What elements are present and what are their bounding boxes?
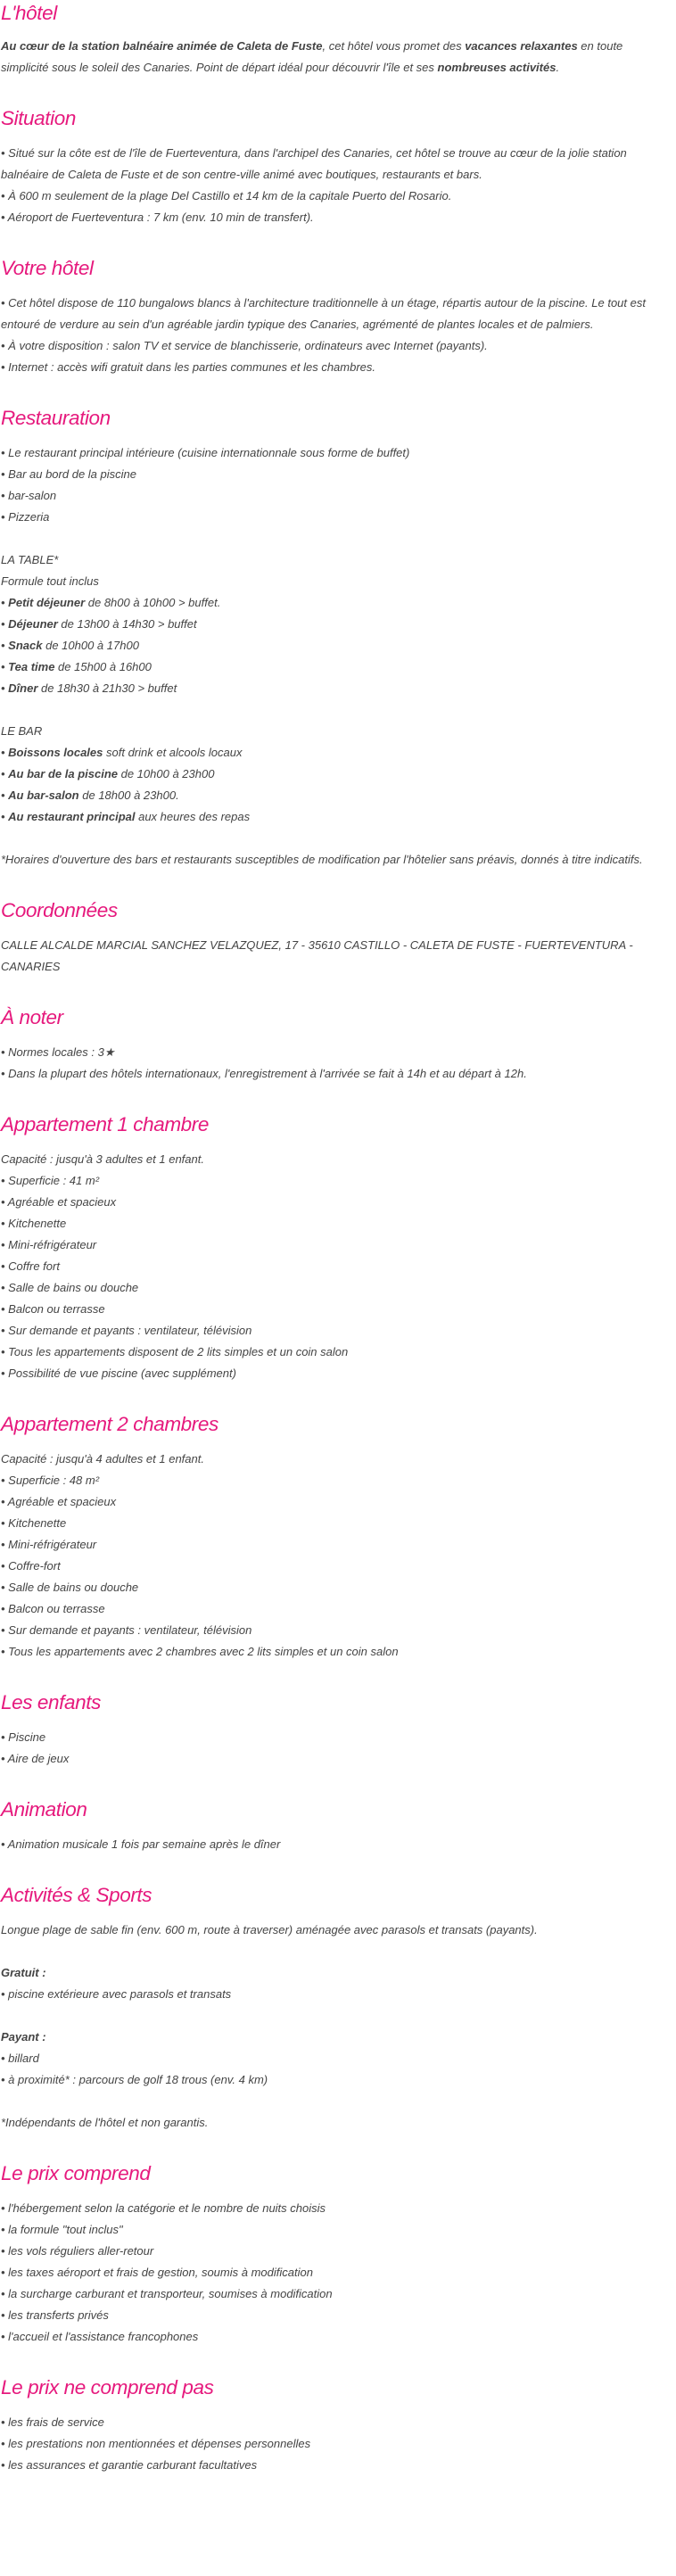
body-text: • xyxy=(1,617,9,631)
body-text: • Internet : accès wifi gratuit dans les parties communes et les chambres. xyxy=(1,360,376,374)
body-text: • Possibilité de vue piscine (avec supplément) xyxy=(1,1366,236,1380)
section-coordonnees xyxy=(1,898,671,978)
emphasis-text: vacances relaxantes xyxy=(465,39,578,53)
body-text: , cet hôtel vous promet des xyxy=(322,39,466,53)
emphasis-text: Dîner xyxy=(8,681,38,695)
text-line xyxy=(1,721,671,742)
emphasis-text: Petit déjeuner xyxy=(8,596,86,609)
body-text: • les prestations non mentionnées et dépenses personnelles xyxy=(1,2437,311,2450)
body-text: • Animation musicale 1 fois par semaine après le dîner xyxy=(1,1837,281,1851)
body-text: • xyxy=(1,746,9,759)
section-les-enfants xyxy=(1,1690,671,1770)
text-line xyxy=(1,764,671,785)
paragraph-spacer xyxy=(1,2005,671,2027)
body-text: • Coffre-fort xyxy=(1,1559,61,1573)
body-text: • les taxes aéroport et frais de gestion, soumis à modification xyxy=(1,2266,313,2279)
text-line xyxy=(1,592,671,614)
body-text: • Tous les appartements avec 2 chambres avec 2 lits simples et un coin salon xyxy=(1,1645,399,1658)
body-text: • piscine extérieure avec parasols et transats xyxy=(1,1987,232,2001)
emphasis-text: Au bar-salon xyxy=(8,788,79,802)
body-text: • Sur demande et payants : ventilateur, télévision xyxy=(1,1623,252,1637)
text-line xyxy=(1,1213,671,1234)
body-text: • Balcon ou terrasse xyxy=(1,1302,105,1316)
body-text: • xyxy=(1,767,9,780)
body-text: • Salle de bains ou douche xyxy=(1,1281,139,1294)
text-line xyxy=(1,335,671,357)
text-line xyxy=(1,1149,671,1170)
section-body xyxy=(1,1149,671,1384)
text-line xyxy=(1,635,671,656)
text-line xyxy=(1,1256,671,1277)
text-line xyxy=(1,2048,671,2069)
body-text: • Bar au bord de la piscine xyxy=(1,467,136,481)
text-line xyxy=(1,1598,671,1620)
paragraph-spacer xyxy=(1,828,671,849)
body-text: aux heures des repas xyxy=(135,810,251,823)
body-text: • Tous les appartements disposent de 2 lits simples et un coin salon xyxy=(1,1345,349,1358)
paragraph-spacer xyxy=(1,699,671,721)
body-text: soft drink et alcools locaux xyxy=(103,746,243,759)
emphasis-text: nombreuses activités xyxy=(437,61,556,74)
text-line xyxy=(1,485,671,507)
section-body xyxy=(1,1727,671,1770)
text-line xyxy=(1,293,671,335)
text-line xyxy=(1,1641,671,1663)
text-line xyxy=(1,2305,671,2326)
text-line xyxy=(1,571,671,592)
text-line xyxy=(1,1170,671,1192)
body-text: • xyxy=(1,596,9,609)
body-text: • les transferts privés xyxy=(1,2308,109,2322)
text-line xyxy=(1,442,671,464)
text-line xyxy=(1,2262,671,2283)
emphasis-text: Au bar de la piscine xyxy=(8,767,118,780)
text-line xyxy=(1,186,671,207)
emphasis-text: Déjeuner xyxy=(8,617,58,631)
text-line xyxy=(1,1277,671,1299)
section-title: Votre hôtel xyxy=(1,257,94,279)
section-title: L'hôtel xyxy=(1,2,57,24)
text-line xyxy=(1,935,671,978)
section-body xyxy=(1,293,671,378)
section-l-hotel xyxy=(1,0,671,78)
body-text: • l'accueil et l'assistance francophones xyxy=(1,2330,199,2343)
body-text: *Indépendants de l'hôtel et non garantis. xyxy=(1,2116,209,2129)
section-body xyxy=(1,1042,671,1085)
emphasis-text: Gratuit : xyxy=(1,1966,46,1979)
body-text: • Pizzeria xyxy=(1,510,50,524)
text-line xyxy=(1,1577,671,1598)
section-situation xyxy=(1,106,671,228)
body-text: • les assurances et garantie carburant facultatives xyxy=(1,2458,258,2472)
body-text: • Sur demande et payants : ventilateur, télévision xyxy=(1,1324,252,1337)
text-line xyxy=(1,207,671,228)
body-text: • Superficie : 41 m² xyxy=(1,1174,100,1187)
text-line xyxy=(1,1834,671,1855)
text-line xyxy=(1,785,671,806)
body-text: • Cet hôtel dispose de 110 bungalows blancs à l'architecture traditionnelle à un étage, répartis autour de la piscine. Le tout est entouré de verdure au sein d'un agréable jardin typique des Canaries, agrémenté de plantes locales et de palmiers. xyxy=(1,296,646,331)
body-text: de 18h30 à 21h30 > buffet xyxy=(37,681,177,695)
text-line xyxy=(1,1299,671,1320)
text-line xyxy=(1,614,671,635)
section-body xyxy=(1,143,671,228)
text-line xyxy=(1,2069,671,2091)
text-line xyxy=(1,2455,671,2476)
text-line xyxy=(1,1962,671,1984)
text-line xyxy=(1,2283,671,2305)
body-text: *Horaires d'ouverture des bars et restaurants susceptibles de modification par l'hôtelier sans préavis, donnés à titre indicatifs. xyxy=(1,853,643,866)
body-text: • Agréable et spacieux xyxy=(1,1195,117,1209)
body-text: de 10h00 à 17h00 xyxy=(42,639,139,652)
text-line xyxy=(1,742,671,764)
section-title: Animation xyxy=(1,1798,87,1821)
section-body xyxy=(1,442,671,871)
body-text: • Balcon ou terrasse xyxy=(1,1602,105,1615)
text-line xyxy=(1,1320,671,1342)
paragraph-spacer xyxy=(1,2091,671,2112)
section-body xyxy=(1,2412,671,2476)
body-text: • Superficie : 48 m² xyxy=(1,1474,100,1487)
section-restauration xyxy=(1,406,671,871)
body-text: • Salle de bains ou douche xyxy=(1,1581,139,1594)
body-text: de 10h00 à 23h00 xyxy=(118,767,215,780)
text-line xyxy=(1,1470,671,1491)
text-line xyxy=(1,656,671,678)
body-text: • billard xyxy=(1,2052,39,2065)
paragraph-spacer xyxy=(1,528,671,549)
text-line xyxy=(1,849,671,871)
text-line xyxy=(1,1234,671,1256)
body-text: de 8h00 à 10h00 > buffet. xyxy=(85,596,221,609)
emphasis-text: Au restaurant principal xyxy=(8,810,136,823)
body-text: • xyxy=(1,681,9,695)
body-text: • Le restaurant principal intérieure (cuisine internationnale sous forme de buffet) xyxy=(1,446,410,459)
body-text: de 13h00 à 14h30 > buffet xyxy=(57,617,197,631)
section-appartement-1-chambre xyxy=(1,1112,671,1384)
emphasis-text: Payant : xyxy=(1,2030,46,2043)
section-title: Appartement 2 chambres xyxy=(1,1413,218,1435)
paragraph-spacer xyxy=(1,1941,671,1962)
section-body xyxy=(1,2198,671,2348)
body-text: • les vols réguliers aller-retour xyxy=(1,2244,154,2258)
section-body xyxy=(1,1920,671,2134)
body-text: • xyxy=(1,660,9,673)
body-text: • Dans la plupart des hôtels internationaux, l'enregistrement à l'arrivée se fait à 14h et au départ à 12h. xyxy=(1,1067,527,1080)
section-title: Le prix ne comprend pas xyxy=(1,2376,214,2398)
body-text: • Aire de jeux xyxy=(1,1752,70,1765)
text-line xyxy=(1,2241,671,2262)
emphasis-text: Au cœur de la station balnéaire animée de Caleta de Fuste xyxy=(1,39,323,53)
section-title: Restauration xyxy=(1,407,111,429)
text-line xyxy=(1,806,671,828)
text-line xyxy=(1,1556,671,1577)
text-line xyxy=(1,1513,671,1534)
section-title: Le prix comprend xyxy=(1,2162,151,2184)
body-text: • Kitchenette xyxy=(1,1217,67,1230)
text-line xyxy=(1,1491,671,1513)
section-title: Coordonnées xyxy=(1,899,118,921)
text-line xyxy=(1,1748,671,1770)
emphasis-text: Boissons locales xyxy=(8,746,103,759)
body-text: Formule tout inclus xyxy=(1,574,99,588)
body-text: • Agréable et spacieux xyxy=(1,1495,117,1508)
section-animation xyxy=(1,1797,671,1855)
body-text: • les frais de service xyxy=(1,2415,104,2429)
body-text: • la formule "tout inclus" xyxy=(1,2223,123,2236)
body-text: • Piscine xyxy=(1,1730,46,1744)
body-text: de 15h00 à 16h00 xyxy=(54,660,152,673)
body-text: • l'hébergement selon la catégorie et le nombre de nuits choisis xyxy=(1,2201,326,2215)
body-text: • à proximité* : parcours de golf 18 trous (env. 4 km) xyxy=(1,2073,268,2086)
text-line xyxy=(1,1342,671,1363)
body-text: • À 600 m seulement de la plage Del Castillo et 14 km de la capitale Puerto del Rosario. xyxy=(1,189,452,202)
body-text: • Coffre fort xyxy=(1,1259,60,1273)
section-title: Situation xyxy=(1,107,76,129)
section-appartement-2-chambres xyxy=(1,1412,671,1663)
text-line xyxy=(1,1063,671,1085)
text-line xyxy=(1,1534,671,1556)
body-text: • Mini-réfrigérateur xyxy=(1,1238,97,1251)
body-text: • xyxy=(1,788,9,802)
text-line xyxy=(1,2326,671,2348)
section-title: Les enfants xyxy=(1,1691,101,1713)
text-line xyxy=(1,464,671,485)
body-text: Longue plage de sable fin (env. 600 m, route à traverser) aménagée avec parasols et transats (payants). xyxy=(1,1923,538,1936)
section-body xyxy=(1,36,671,78)
body-text: • Kitchenette xyxy=(1,1516,67,1530)
body-text: • Normes locales : 3★ xyxy=(1,1045,115,1059)
text-line xyxy=(1,2027,671,2048)
text-line xyxy=(1,357,671,378)
section-le-prix-comprend xyxy=(1,2161,671,2348)
body-text: Capacité : jusqu'à 3 adultes et 1 enfant. xyxy=(1,1152,204,1166)
body-text: . xyxy=(556,61,560,74)
body-text: LA TABLE* xyxy=(1,553,59,566)
section-a-noter xyxy=(1,1005,671,1085)
text-line xyxy=(1,1042,671,1063)
text-line xyxy=(1,549,671,571)
section-title: Activités & Sports xyxy=(1,1884,153,1906)
section-activites-sports xyxy=(1,1883,671,2134)
body-text: • xyxy=(1,639,9,652)
section-title: Appartement 1 chambre xyxy=(1,1113,209,1135)
text-line xyxy=(1,1192,671,1213)
section-votre-hotel xyxy=(1,256,671,378)
text-line xyxy=(1,2433,671,2455)
section-body xyxy=(1,1834,671,1855)
text-line xyxy=(1,1984,671,2005)
text-line xyxy=(1,1620,671,1641)
text-line xyxy=(1,36,671,78)
text-line xyxy=(1,507,671,528)
text-line xyxy=(1,2112,671,2134)
section-title: À noter xyxy=(1,1006,63,1028)
body-text: LE BAR xyxy=(1,724,43,738)
text-line xyxy=(1,1449,671,1470)
body-text: CALLE ALCALDE MARCIAL SANCHEZ VELAZQUEZ, 17 - 35610 CASTILLO - CALETA DE FUSTE - FUERTEVENTURA - CANARIES xyxy=(1,938,633,973)
text-line xyxy=(1,2219,671,2241)
body-text: • xyxy=(1,810,9,823)
section-body xyxy=(1,935,671,978)
body-text: • bar-salon xyxy=(1,489,57,502)
text-line xyxy=(1,2198,671,2219)
body-text: • Mini-réfrigérateur xyxy=(1,1538,97,1551)
body-text: • Aéroport de Fuerteventura : 7 km (env. 10 min de transfert). xyxy=(1,211,314,224)
emphasis-text: Tea time xyxy=(8,660,55,673)
body-text: en toute simplicité sous le soleil des Canaries. Point de départ idéal pour découvrir l'île et ses xyxy=(1,39,623,74)
text-line xyxy=(1,2412,671,2433)
text-line xyxy=(1,143,671,186)
section-body xyxy=(1,1449,671,1663)
body-text: • À votre disposition : salon TV et service de blanchisserie, ordinateurs avec Internet (payants). xyxy=(1,339,488,352)
text-line xyxy=(1,678,671,699)
body-text: • la surcharge carburant et transporteur, soumises à modification xyxy=(1,2287,333,2300)
emphasis-text: Snack xyxy=(8,639,43,652)
body-text: Capacité : jusqu'à 4 adultes et 1 enfant. xyxy=(1,1452,204,1466)
text-line xyxy=(1,1363,671,1384)
text-line xyxy=(1,1920,671,1941)
text-line xyxy=(1,1727,671,1748)
section-le-prix-ne-comprend-pas xyxy=(1,2375,671,2476)
body-text: • Situé sur la côte est de l'île de Fuerteventura, dans l'archipel des Canaries, cet hôtel se trouve au cœur de la jolie station balnéaire de Caleta de Fuste et de son centre-ville animé avec boutiques, restaurants et bars. xyxy=(1,146,627,181)
body-text: de 18h00 à 23h00. xyxy=(78,788,179,802)
